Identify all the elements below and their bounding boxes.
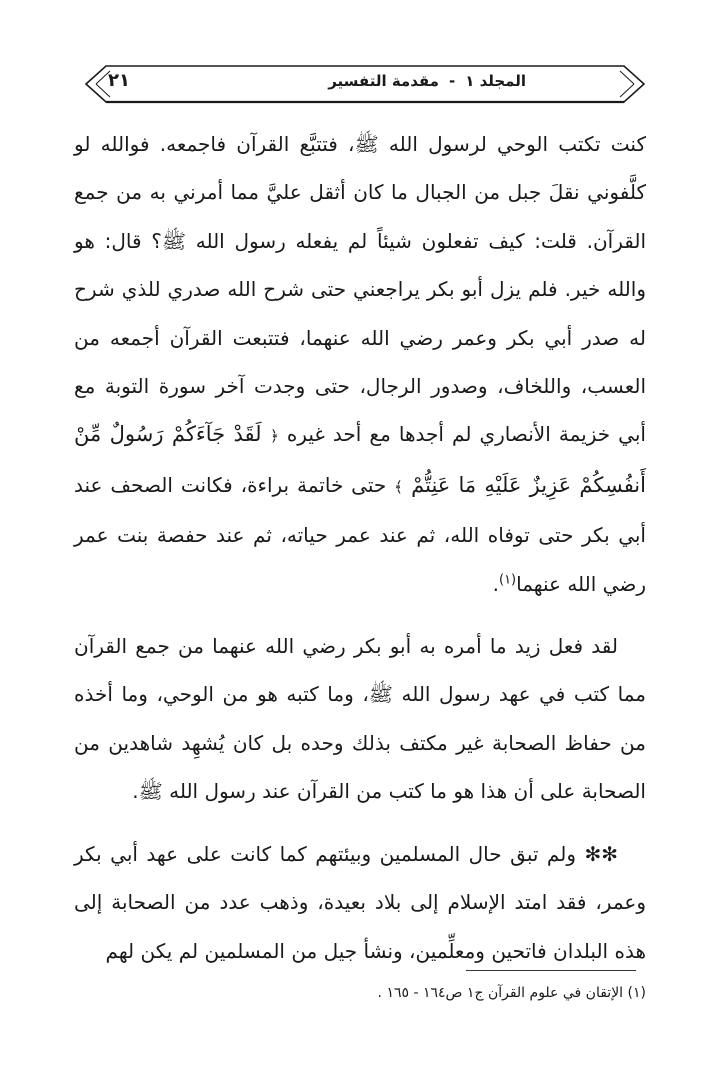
page-number: ٢١ <box>108 70 130 91</box>
verse-bracket-ornament: ﴿ <box>269 427 279 446</box>
text-segment: . <box>492 571 499 596</box>
text-segment: حتى خاتمة براءة، فكانت الصحف عند أبي بكر حتى توفاه الله، ثم عند عمر حياته، ثم عند حفصة بنت عمر رضي الله عنهما <box>74 472 646 596</box>
section-stars-icon: ✻✻ <box>584 841 618 866</box>
footnotes <box>74 982 646 1004</box>
quran-verse: لَقَدْ جَآءَكُمْ رَسُولٌ مِّنْ أَنفُسِكُمْ عَزِيزٌ عَلَيْهِ مَا عَنِتُّمْ <box>74 422 646 497</box>
volume-label: المجلد ١ <box>465 72 526 90</box>
text-segment: ولم تبق حال المسلمين وبيئتهم كما كانت على عهد أبي بكر وعمر، فقد امتد الإسلام إلى بلاد بعيدة، وذهب عدد من الصحابة إلى هذه البلدان فاتحين ومعلِّمين، ونشأ جيل من المسلمين لم يكن لهم <box>74 841 646 963</box>
main-text <box>74 120 646 975</box>
footnote-separator <box>466 970 636 971</box>
text-segment: كنت تكتب الوحي لرسول الله ﷺ، فتتبَّع القرآن فاجمعه. فوالله لو كلَّفوني نقلَ جبل من الجبال ما كان أثقل عليَّ مما أمرني به من جمع القرآن. قلت: كيف تفعلون شيئاً لم يفعله رسول الله ﷺ؟ قال: هو والله خير. فلم يزل أبو بكر يراجعني حتى شرح الله صدري للذي شرح له صدر أبي بكر وعمر رضي الله عنهما، فتتبعت القرآن أجمعه من العسب، واللخاف، وصدور الرجال، حتى وجدت آخر سورة التوبة مع أبي خزيمة الأنصاري لم أجدها مع أحد غيره <box>74 132 646 447</box>
footnote-text: الإتقان في علوم القرآن ج١ ص١٦٤ - ١٦٥ . <box>377 985 624 1001</box>
footnote-marker: (١) <box>627 985 646 1001</box>
header-separator: - <box>448 72 456 90</box>
section-label: مقدمة التفسير <box>328 72 439 90</box>
header-title <box>328 72 526 90</box>
running-header <box>84 62 646 106</box>
footnote-item <box>74 982 646 1004</box>
text-segment: لقد فعل زيد ما أمره به أبو بكر رضي الله عنهما من جمع القرآن مما كتب في عهد رسول الله ﷺ، وما كتبه هو من الوحي، وما أخذه من حفاظ الصحابة غير مكتف بذلك وحده بل كان يُشهِد شاهدين من الصحابة على أن هذا هو ما كتب من القرآن عند رسول الله ﷺ. <box>74 634 646 804</box>
paragraph <box>74 622 646 816</box>
footnote-reference: (١) <box>498 572 517 587</box>
verse-bracket-ornament: ﴾ <box>394 477 403 496</box>
paragraph <box>74 830 646 975</box>
paragraph <box>74 120 646 608</box>
